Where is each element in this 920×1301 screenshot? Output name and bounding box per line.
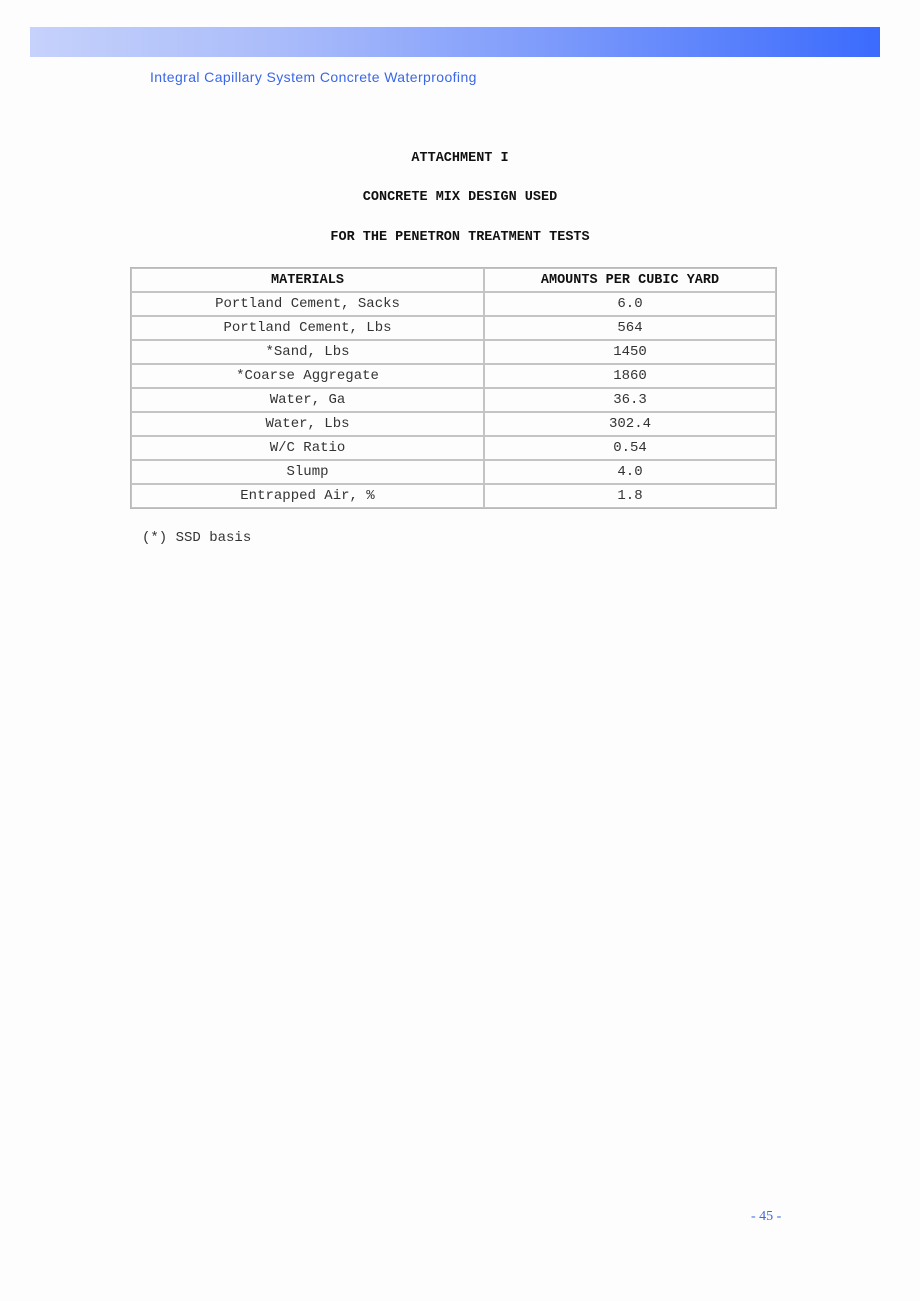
amount-cell: 1860 bbox=[484, 364, 776, 388]
page-number: - 45 - bbox=[751, 1209, 782, 1224]
table-header-row bbox=[131, 268, 776, 292]
ssd-basis-footnote: (*) SSD basis bbox=[142, 530, 252, 546]
table-row bbox=[131, 436, 776, 460]
amount-cell: 36.3 bbox=[484, 388, 776, 412]
treatment-tests-heading: FOR THE PENETRON TREATMENT TESTS bbox=[330, 230, 590, 245]
amount-cell: 302.4 bbox=[484, 412, 776, 436]
table-row bbox=[131, 388, 776, 412]
table-row bbox=[131, 460, 776, 484]
document-header-title: Integral Capillary System Concrete Waterproofing bbox=[150, 69, 477, 85]
column-header-materials: MATERIALS bbox=[131, 268, 484, 292]
material-cell: W/C Ratio bbox=[131, 436, 484, 460]
amount-cell: 0.54 bbox=[484, 436, 776, 460]
material-cell: *Coarse Aggregate bbox=[131, 364, 484, 388]
mix-design-heading: CONCRETE MIX DESIGN USED bbox=[362, 190, 558, 205]
attachment-heading: ATTACHMENT I bbox=[411, 151, 509, 166]
material-cell: Slump bbox=[131, 460, 484, 484]
table-row bbox=[131, 484, 776, 508]
header-gradient-bar bbox=[30, 27, 880, 57]
table-row bbox=[131, 292, 776, 316]
material-cell: Portland Cement, Lbs bbox=[131, 316, 484, 340]
amount-cell: 1.8 bbox=[484, 484, 776, 508]
table-row bbox=[131, 364, 776, 388]
amount-cell: 6.0 bbox=[484, 292, 776, 316]
material-cell: *Sand, Lbs bbox=[131, 340, 484, 364]
amount-cell: 4.0 bbox=[484, 460, 776, 484]
material-cell: Portland Cement, Sacks bbox=[131, 292, 484, 316]
material-cell: Water, Ga bbox=[131, 388, 484, 412]
table-row bbox=[131, 340, 776, 364]
material-cell: Water, Lbs bbox=[131, 412, 484, 436]
amount-cell: 1450 bbox=[484, 340, 776, 364]
table-row bbox=[131, 412, 776, 436]
amount-cell: 564 bbox=[484, 316, 776, 340]
material-cell: Entrapped Air, % bbox=[131, 484, 484, 508]
table-row bbox=[131, 316, 776, 340]
column-header-amounts: AMOUNTS PER CUBIC YARD bbox=[484, 268, 776, 292]
mix-design-table bbox=[130, 267, 777, 509]
